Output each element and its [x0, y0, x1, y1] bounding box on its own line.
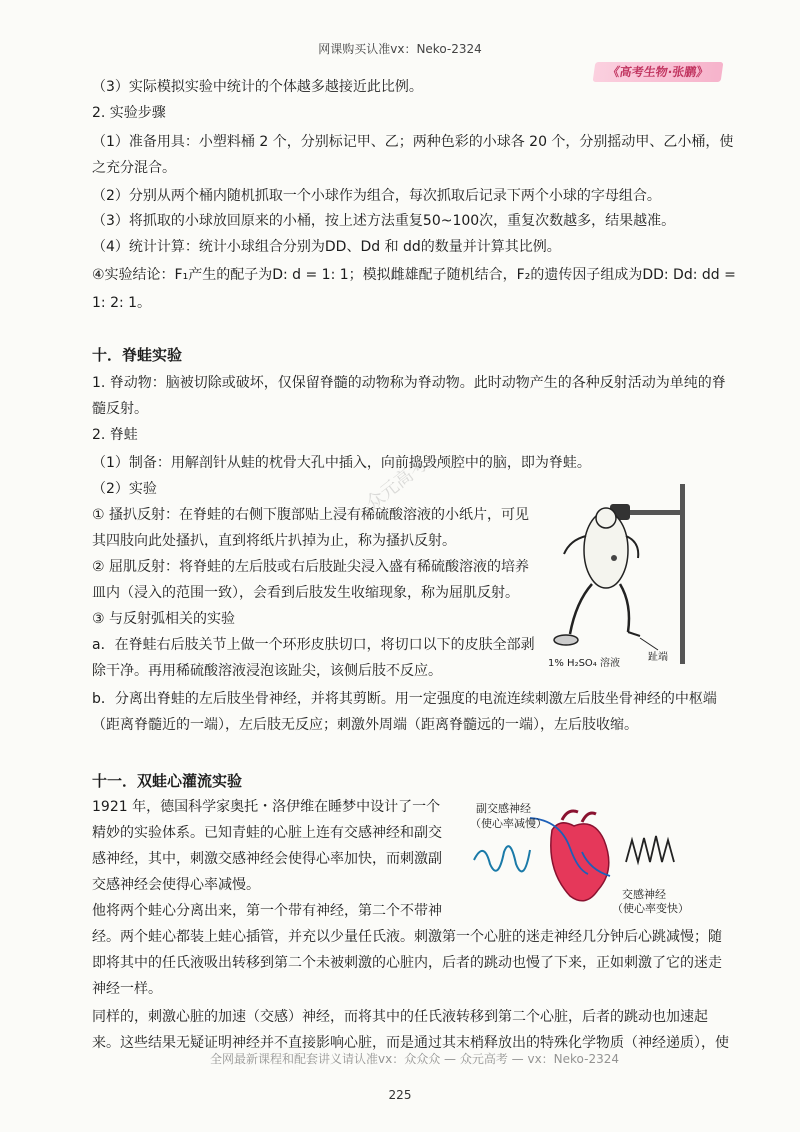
spinal-frog-figure [540, 484, 710, 664]
figure-label-toe: 趾端 [648, 652, 668, 663]
text-line: ④实验结论：F₁产生的配子为D: d = 1: 1；模拟雌雄配子随机结合，F₂的遗传因子组成为DD: Dd: dd = [92, 267, 736, 283]
text-line: 他将两个蛙心分离出来，第一个带有神经，第二个不带神 [92, 903, 442, 919]
text-line: （3）实际模拟实验中统计的个体越多越接近此比例。 [92, 79, 423, 95]
text-line: 2. 脊蛙 [92, 427, 138, 443]
bottom-watermark: 全网最新课程和配套讲义请认准vx：众众众 — 众元高考 — vx：Neko-2324 [210, 1052, 619, 1066]
section-title: 十．脊蛙实验 [92, 346, 183, 364]
text-line: 2. 实验步骤 [92, 105, 166, 121]
text-line: 1921 年，德国科学家奥托・洛伊维在睡梦中设计了一个 [92, 799, 441, 815]
text-line: （4）统计计算：统计小球组合分别为DD、Dd 和 dd的数量并计算其比例。 [92, 239, 561, 255]
top-watermark: 网课购买认准vx：Neko-2324 [318, 42, 482, 56]
text-line: 来。这些结果无疑证明神经并不直接影响心脏，而是通过其末梢释放出的特殊化学物质（神经递质），使 [92, 1035, 729, 1051]
text-line: 髓反射。 [92, 401, 148, 417]
figure-sub-parasympathetic: （使心率减慢） [470, 817, 547, 830]
diagonal-watermark: 众元高考 [362, 453, 432, 515]
text-line: （1）准备用具：小塑料桶 2 个，分别标记甲、乙；两种色彩的小球各 20 个，分别摇动甲、乙小桶，使 [92, 134, 734, 150]
text-line: ③ 与反射弧相关的实验 [92, 611, 236, 627]
text-line: ② 屈肌反射：将脊蛙的左后肢或右后肢趾尖浸入盛有稀硫酸溶液的培养 [92, 559, 529, 575]
text-line: 其四肢向此处搔扒，直到将纸片扒掉为止，称为搔扒反射。 [92, 533, 456, 549]
text-line: 即将其中的任氏液吸出转移到第二个未被刺激的心脏内，后者的跳动也慢了下来，正如刺激了它的迷走 [92, 955, 722, 971]
text-line: ① 搔扒反射：在脊蛙的右侧下腹部贴上浸有稀硫酸溶液的小纸片，可见 [92, 507, 529, 523]
text-line: 神经一样。 [92, 981, 162, 997]
text-line: 1. 脊动物：脑被切除或破坏，仅保留脊髓的动物称为脊动物。此时动物产生的各种反射活动为单纯的脊 [92, 375, 726, 391]
text-line: （2）分别从两个桶内随机抓取一个小球作为组合，每次抓取后记录下两个小球的字母组合。 [92, 188, 661, 204]
text-line: 除干净。再用稀硫酸溶液浸泡该趾尖，该侧后肢不反应。 [92, 663, 442, 679]
text-line: 同样的，刺激心脏的加速（交感）神经，而将其中的任氏液转移到第二个心脏，后者的跳动也加速起 [92, 1009, 708, 1025]
book-badge: 《高考生物·张鹏》 [593, 62, 724, 82]
text-line: b．分离出脊蛙的左后肢坐骨神经，并将其剪断。用一定强度的电流连续刺激左后肢坐骨神经的中枢端 [92, 691, 717, 707]
text-line: （距离脊髓近的一端），左后肢无反应；刺激外周端（距离脊髓远的一端），左后肢收缩。 [92, 717, 638, 733]
figure-label-sympathetic: 交感神经 [622, 888, 666, 901]
section-title: 十一．双蛙心灌流实验 [92, 772, 243, 790]
figure-label-parasympathetic: 副交感神经 [476, 802, 531, 815]
text-line: （2）实验 [92, 481, 157, 497]
page-number: 225 [388, 1088, 412, 1102]
text-line: （3）将抓取的小球放回原来的小桶，按上述方法重复50~100次，重复次数越多，结果越准。 [92, 213, 676, 229]
text-line: 精妙的实验体系。已知青蛙的心脏上连有交感神经和副交 [92, 825, 442, 841]
text-line: 1: 2: 1。 [92, 295, 152, 311]
text-line: 交感神经会使得心率减慢。 [92, 877, 260, 893]
figure-sub-sympathetic: （使心率变快） [612, 902, 689, 915]
text-line: 感神经，其中，刺激交感神经会使得心率加快，而刺激副 [92, 851, 442, 867]
text-line: （1）制备：用解剖针从蛙的枕骨大孔中插入，向前捣毁颅腔中的脑，即为脊蛙。 [92, 455, 591, 471]
text-line: 皿内（浸入的范围一致），会看到后肢发生收缩现象，称为屈肌反射。 [92, 585, 519, 601]
figure-label-dish: 1% H₂SO₄ 溶液 [548, 658, 620, 669]
text-line: 经。两个蛙心都装上蛙心插管，并充以少量任氏液。刺激第一个心脏的迷走神经几分钟后心跳减慢；随 [92, 929, 722, 945]
text-line: a．在脊蛙右后肢关节上做一个环形皮肤切口，将切口以下的皮肤全部剥 [92, 637, 535, 653]
text-line: 之充分混合。 [92, 160, 176, 176]
